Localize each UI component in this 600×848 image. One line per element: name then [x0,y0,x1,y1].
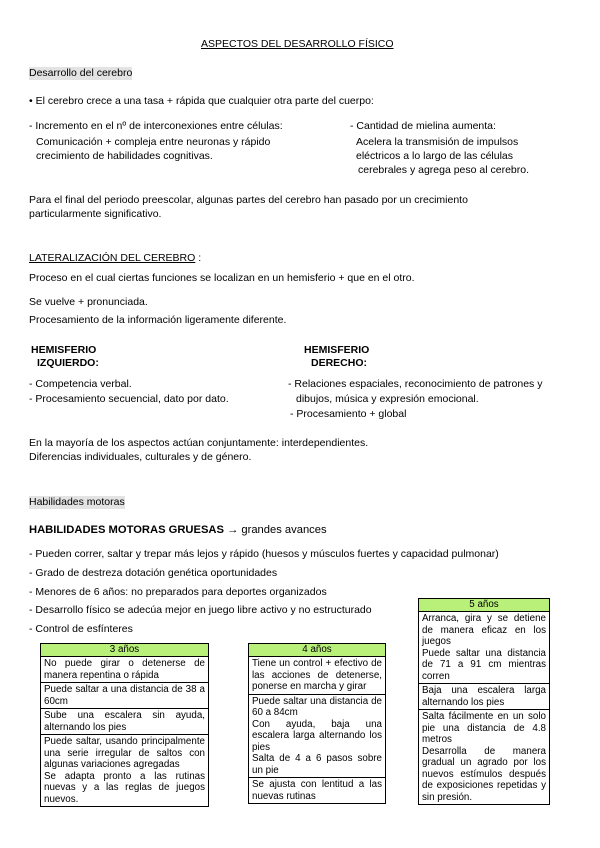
myelin-desc-1: Acelera la transmisión de impulsos [356,136,519,148]
motor-item-1: - Pueden correr, saltar y trepar más lejos y rápido (huesos y músculos fuertes y capacidad pulmonar) [29,548,499,560]
table-4-text-4: Salta de 4 a 6 pasos sobre un pie [252,753,382,776]
section-heading-motoras: Habilidades motoras [29,496,125,508]
right-hemisphere-title-1: HEMISFERIO [304,344,370,356]
interconnections-desc-2: crecimiento de habilidades cognitivas. [36,150,213,162]
table-5-text-5: Desarrolla de manera gradual un agrado por los nuevos estímulos después de exposiciones repetidas y sin presión. [422,745,546,803]
table-4-years [248,643,386,804]
right-item-spatial: - Relaciones espaciales, reconocimiento de patrones y [288,378,543,390]
table-5-cell-2 [419,684,549,710]
gross-motor-heading [29,524,327,537]
lateralization-title: LATERALIZACIÓN DEL CEREBRO [29,252,196,264]
table-5-text-4: Salta fácilmente en un solo pie una distancia de 4.8 metros [422,711,546,745]
right-item-global: - Procesamiento + global [290,408,407,420]
lateralization-colon: : [198,252,202,264]
table-3-text-4: Puede saltar, usando principalmente una serie irregular de saltos con algunas variaciones agregadas [44,736,205,770]
lateralization-pronounced: Se vuelve + pronunciada. [29,296,148,308]
motor-item-4: - Desarrollo físico se adecúa mejor en juego libre activo y no estructurado [29,604,372,616]
gross-motor-arrow-text: → grandes avances [223,524,327,536]
table-3-cell-1 [41,657,208,683]
table-3-text-2: Puede saltar a una distancia de 38 a 60cm [44,684,205,707]
table-4-cell-3 [249,778,385,803]
interconnections-item: - Incremento en el nº de interconexiones entre células: [29,120,283,132]
motor-item-5: - Control de esfínteres [29,623,133,635]
table-4-text-3: Con ayuda, baja una escalera larga alternando los pies [252,718,382,753]
section-heading-cerebro: Desarrollo del cerebro [29,67,133,79]
gross-motor-title: HABILIDADES MOTORAS GRUESAS [29,524,224,536]
table-4-cell-1 [249,657,385,695]
table-5-cell-3 [419,710,549,804]
lateralization-processing: Procesamiento de la información ligeramente diferente. [29,314,287,326]
table-4-text-2: Puede saltar una distancia de 60 a 84cm [252,695,382,718]
interdependence-para-1: En la mayoría de los aspectos actúan conjuntamente: interdependientes. [29,437,369,449]
table-4-cell-2 [249,695,385,779]
myelin-item: - Cantidad de mielina aumenta: [350,120,496,132]
interconnections-desc-1: Comunicación + compleja entre neuronas y rápido [36,136,271,148]
table-4-text-1: Tiene un control + efectivo de las acciones de detenerse, ponerse en marcha y girar [252,658,382,692]
motor-item-3: - Menores de 6 años: no preparados para deportes organizados [29,586,327,598]
table-5-text-2: Puede saltar una distancia de 71 a 91 cm mientras corren [422,647,546,682]
table-4-text-5: Se ajusta con lentitud a las nuevas rutinas [252,779,382,802]
lateralization-def: Proceso en el cual ciertas funciones se localizan en un hemisferio + que en el otro. [29,272,415,284]
table-5-cell-1 [419,612,549,684]
table-5-text-3: Baja una escalera larga alternando los pies [422,685,546,708]
right-hemisphere-title-2: DERECHO: [311,357,368,369]
preschool-para-1: Para el final del periodo preescolar, algunas partes del cerebro han pasado por un crecimiento [29,194,468,206]
table-3-cell-4 [41,735,208,806]
table-3-text-5: Se adapta pronto a las rutinas nuevas y a las reglas de juegos nuevos. [44,770,205,805]
table-5-header: 5 años [419,599,549,612]
left-hemisphere-title-2: IZQUIERDO: [37,357,99,369]
right-item-spatial-cont: dibujos, música y expresión emocional. [296,393,479,405]
myelin-desc-2: eléctricos a lo largo de las células [356,150,513,162]
table-3-header: 3 años [41,644,208,657]
table-3-cell-3 [41,709,208,735]
table-3-text-3: Sube una escalera sin ayuda, alternando los pies [44,710,205,733]
table-5-text-1: Arranca, gira y se detiene de manera eficaz en los juegos [422,613,546,647]
brain-bullet: • El cerebro crece a una tasa + rápida que cualquier otra parte del cuerpo: [29,95,374,107]
page-title [201,38,394,51]
lateralization-heading [29,252,201,265]
left-item-verbal: - Competencia verbal. [29,378,132,390]
motor-item-2: - Grado de destreza dotación genética oportunidades [29,567,278,579]
table-3-years [40,643,209,807]
table-5-years [418,598,550,805]
myelin-desc-3: cerebrales y agrega peso al cerebro. [358,164,530,176]
page-title-text: ASPECTOS DEL DESARROLLO FÍSICO [201,38,394,50]
left-hemisphere-title-1: HEMISFERIO [31,344,97,356]
interdependence-para-2: Diferencias individuales, culturales y de género. [29,451,252,463]
table-3-cell-2 [41,683,208,709]
table-4-header: 4 años [249,644,385,657]
preschool-para-2: particularmente significativo. [29,208,162,220]
left-item-sequential: - Procesamiento secuencial, dato por dato. [29,393,229,405]
table-3-text-1: No puede girar o detenerse de manera repentina o rápida [44,658,205,681]
